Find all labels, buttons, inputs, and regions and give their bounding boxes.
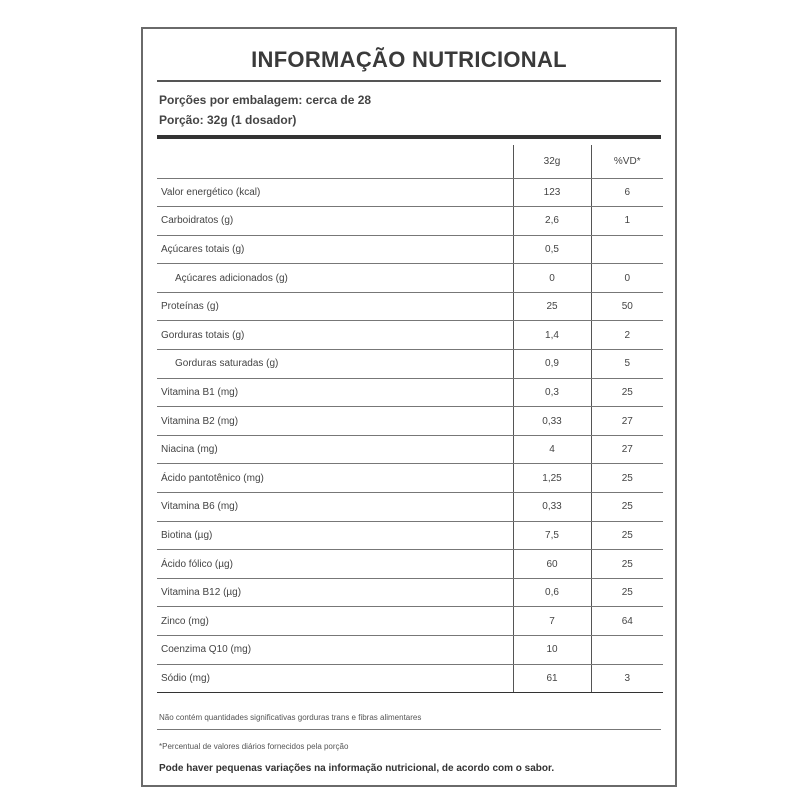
nutrient-dv: 25 [591,521,663,550]
nutrient-dv: 25 [591,550,663,579]
nutrient-name: Carboidratos (g) [157,207,513,236]
nutrient-name: Ácido pantotênico (mg) [157,464,513,493]
footnote-trans-fat: Não contém quantidades significativas gorduras trans e fibras alimentares [159,713,422,722]
table-row [157,235,663,264]
nutrient-amount: 7,5 [513,521,591,550]
nutrient-amount: 0,9 [513,350,591,379]
servings-per-package: Porções por embalagem: cerca de 28 [159,93,372,107]
nutrient-amount: 60 [513,550,591,579]
nutrient-name: Gorduras saturadas (g) [157,350,513,379]
nutrient-name: Proteínas (g) [157,292,513,321]
nutrient-dv: 25 [591,464,663,493]
table-row [157,521,663,550]
nutrient-name: Vitamina B6 (mg) [157,493,513,522]
nutrient-dv: 3 [591,664,663,693]
nutrient-amount: 0,33 [513,407,591,436]
nutrient-dv: 27 [591,407,663,436]
nutrient-name: Coenzima Q10 (mg) [157,636,513,665]
nutrient-name: Açúcares totais (g) [157,235,513,264]
footnote-daily-values: *Percentual de valores diários fornecidos pela porção [159,742,349,751]
table-header-row [157,145,663,178]
nutrient-name: Zinco (mg) [157,607,513,636]
table-row [157,664,663,693]
table-row [157,321,663,350]
nutrient-name: Vitamina B12 (µg) [157,578,513,607]
nutrient-dv [591,636,663,665]
table-row [157,207,663,236]
serving-size: Porção: 32g (1 dosador) [159,113,297,127]
nutrient-amount: 0,6 [513,578,591,607]
table-row [157,636,663,665]
serving-divider [157,135,661,139]
table-row [157,464,663,493]
table-row [157,607,663,636]
nutrient-amount: 1,4 [513,321,591,350]
nutrient-name: Vitamina B2 (mg) [157,407,513,436]
nutrient-name: Gorduras totais (g) [157,321,513,350]
nutrient-amount: 4 [513,435,591,464]
table-row [157,578,663,607]
nutrient-amount: 0,3 [513,378,591,407]
nutrition-table [157,145,663,693]
nutrient-name: Ácido fólico (µg) [157,550,513,579]
nutrient-dv: 25 [591,378,663,407]
nutrient-dv: 1 [591,207,663,236]
nutrition-facts-panel [141,27,677,787]
table-row [157,550,663,579]
dv-column-header: %VD* [591,145,663,178]
nutrient-amount: 0 [513,264,591,293]
footnote-flavor-variation: Pode haver pequenas variações na informação nutricional, de acordo com o sabor. [159,763,555,774]
nutrient-name: Sódio (mg) [157,664,513,693]
nutrient-amount: 0,33 [513,493,591,522]
nutrient-dv: 64 [591,607,663,636]
nutrient-dv: 6 [591,178,663,207]
nutrient-dv: 2 [591,321,663,350]
header-blank-cell [157,145,513,178]
title-divider [157,80,661,82]
nutrient-amount: 25 [513,292,591,321]
nutrient-dv: 0 [591,264,663,293]
nutrient-dv: 27 [591,435,663,464]
table-row [157,350,663,379]
table-row [157,292,663,321]
nutrient-amount: 61 [513,664,591,693]
label-title: INFORMAÇÃO NUTRICIONAL [251,47,567,72]
table-row [157,493,663,522]
table-row [157,378,663,407]
nutrient-name: Vitamina B1 (mg) [157,378,513,407]
nutrient-dv: 5 [591,350,663,379]
nutrient-dv: 25 [591,493,663,522]
nutrient-amount: 7 [513,607,591,636]
nutrient-dv: 50 [591,292,663,321]
nutrient-dv: 25 [591,578,663,607]
nutrient-amount: 2,6 [513,207,591,236]
nutrient-dv [591,235,663,264]
nutrient-amount: 10 [513,636,591,665]
table-row [157,407,663,436]
nutrient-name: Biotina (µg) [157,521,513,550]
footnote-divider [157,729,661,730]
nutrient-name: Açúcares adicionados (g) [157,264,513,293]
table-row [157,264,663,293]
nutrient-amount: 1,25 [513,464,591,493]
table-row [157,435,663,464]
nutrient-amount: 123 [513,178,591,207]
table-row [157,178,663,207]
nutrient-name: Niacina (mg) [157,435,513,464]
amount-column-header: 32g [513,145,591,178]
nutrient-name: Valor energético (kcal) [157,178,513,207]
nutrient-amount: 0,5 [513,235,591,264]
